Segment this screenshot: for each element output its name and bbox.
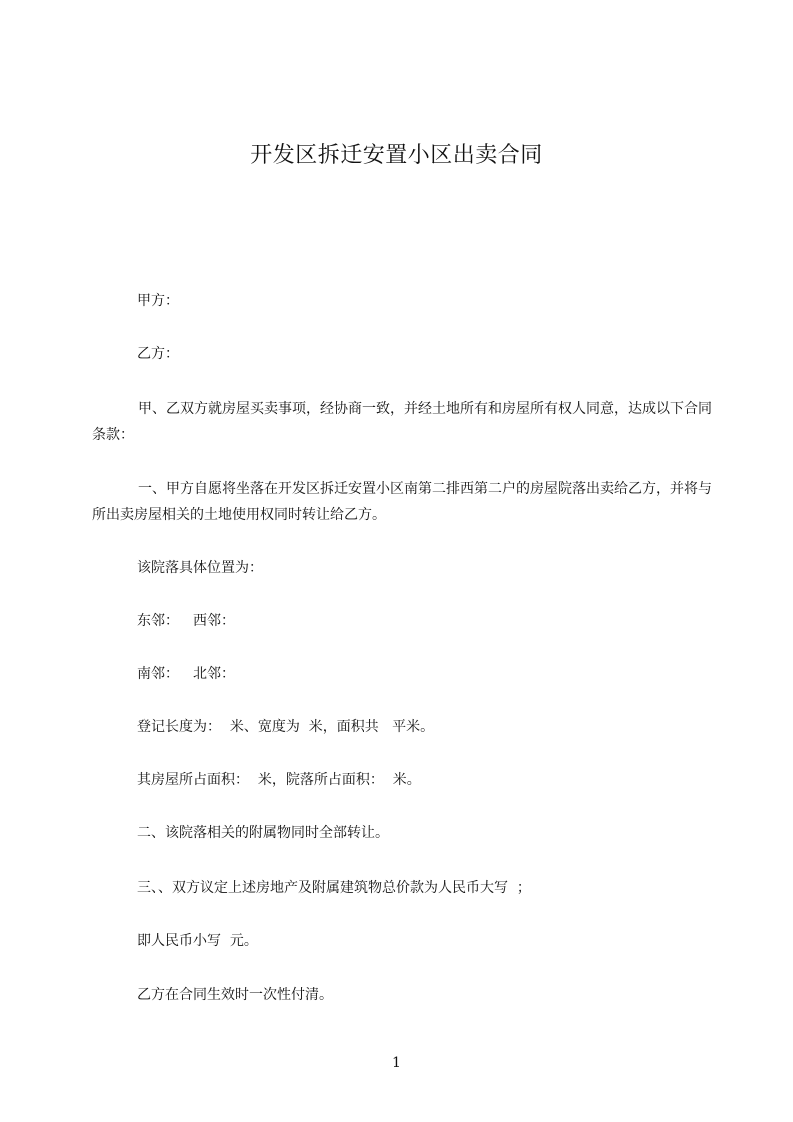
location-label: 该院落具体位置为： xyxy=(137,560,263,576)
payment-line: 乙方在合同生效时一次性付清。 xyxy=(137,987,333,1003)
north-neighbor-label: 北邻： xyxy=(193,666,235,682)
west-neighbor-label: 西邻： xyxy=(193,613,235,629)
east-neighbor-label: 东邻： xyxy=(137,613,179,629)
occupied-area-line: 其房屋所占面积： 米，院落所占面积： 米。 xyxy=(137,772,421,788)
south-neighbor-label: 南邻： xyxy=(137,666,179,682)
party-b-line: 乙方： xyxy=(137,346,179,362)
amount-small-line: 即人民币小写 元。 xyxy=(137,933,258,949)
page-number: 1 xyxy=(392,1055,401,1071)
document-title: 开发区拆迁安置小区出卖合同 xyxy=(250,143,543,168)
clause-3-line: 三、、双方议定上述房地产及附属建筑物总价款为人民币大写 ； xyxy=(137,880,531,896)
party-a-line: 甲方： xyxy=(137,293,179,309)
intro-paragraph: 甲、乙双方就房屋买卖事项，经协商一致，并经土地所有和房屋所有权人同意，达成以下合同条款： xyxy=(92,401,712,443)
east-west-neighbors xyxy=(137,610,235,632)
registration-size-line: 登记长度为： 米、宽度为 米，面积共 平米。 xyxy=(137,719,435,735)
south-north-neighbors xyxy=(137,663,235,685)
clause-1-paragraph: 一、甲方自愿将坐落在开发区拆迁安置小区南第二排西第二户的房屋院落出卖给乙方，并将与所出卖房屋相关的土地使用权同时转让给乙方。 xyxy=(92,481,712,523)
clause-2-line: 二、该院落相关的附属物同时全部转让。 xyxy=(137,825,389,841)
